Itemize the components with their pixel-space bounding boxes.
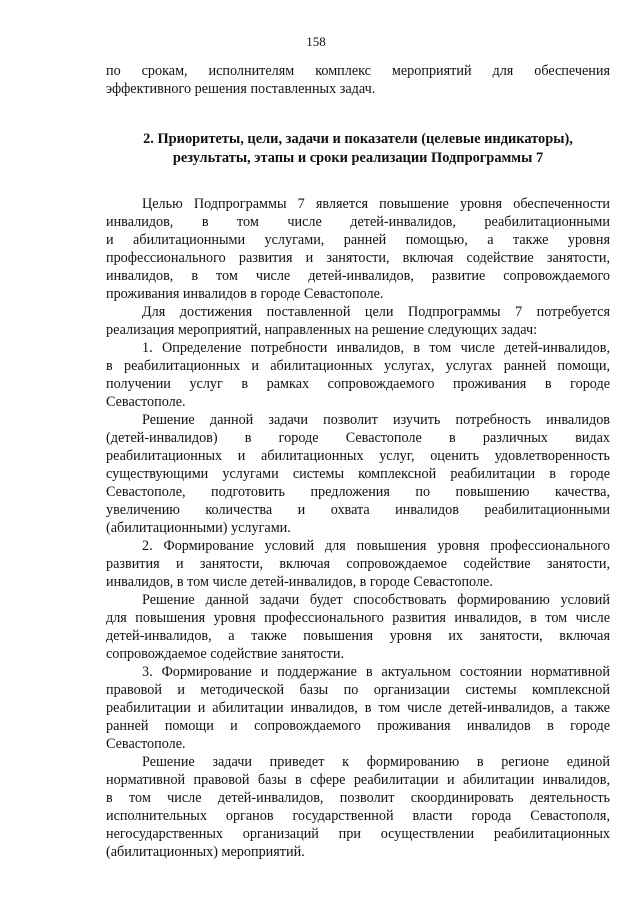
paragraph-task-2 [106,537,610,591]
text-line: Для достижения поставленной цели Подпрограммы 7 потребуется [142,304,610,320]
text-line: ранней помощи и сопровождаемого проживания инвалидов в городе [106,718,610,734]
section-heading [106,130,610,168]
text-line: сопровождаемое содействие занятости. [106,646,345,662]
text-line: 1. Определение потребности инвалидов, в том числе детей-инвалидов, [142,340,610,356]
text-line: профессионального развития и занятости, включая содействие занятости, [106,250,610,266]
text-line: развития и занятости, включая сопровождаемое содействие занятости, [106,556,610,572]
text-line: Целью Подпрограммы 7 является повышение уровня обеспеченности [142,196,610,212]
text-line: Севастополе, подготовить предложения по повышению качества, [106,484,610,500]
heading-line: 2. Приоритеты, цели, задачи и показатели (целевые индикаторы), [143,131,573,147]
text-line: получении услуг в рамках сопровождаемого проживания в городе [106,376,610,392]
text-line: по срокам, исполнителям комплекс мероприятий для обеспечения [106,63,610,79]
paragraph-task-2-solution [106,591,610,663]
text-line: Решение данной задачи будет способствовать формированию условий [142,592,610,608]
text-line: негосударственных организаций при осуществлении реабилитационных [106,826,610,842]
text-line: Севастополе. [106,394,186,410]
text-line: инвалидов, в том числе детей-инвалидов, в городе Севастополе. [106,574,493,590]
paragraph-task-1-solution [106,411,610,537]
text-line: реабилитационных и абилитационных услуг, оценить удовлетворенность [106,448,610,464]
intro-paragraph [106,62,610,98]
text-line: Решение задачи приведет к формированию в регионе единой [142,754,610,770]
text-line: для повышения уровня профессионального развития инвалидов, в том числе [106,610,610,626]
text-line: увеличению количества и охвата инвалидов реабилитационными [106,502,610,518]
text-line: в том числе детей-инвалидов, позволит скоординировать деятельность [106,790,610,806]
text-line: Севастополе. [106,736,186,752]
text-line: 2. Формирование условий для повышения уровня профессионального [142,538,610,554]
text-line: детей-инвалидов, а также повышения уровня их занятости, включая [106,628,610,644]
text-line: 3. Формирование и поддержание в актуальном состоянии нормативной [142,664,610,680]
paragraph-goal [106,195,610,303]
text-line: (абилитационными) услугами. [106,520,291,536]
text-line: инвалидов, в том числе детей-инвалидов, реабилитационными [106,214,610,230]
text-line: исполнительных органов государственной власти города Севастополя, [106,808,610,824]
text-line: проживания инвалидов в городе Севастополе. [106,286,384,302]
text-line: нормативной правовой базы в сфере реабилитации и абилитации инвалидов, [106,772,610,788]
paragraph-task-1 [106,339,610,411]
paragraph-tasks-intro [106,303,610,339]
text-line: инвалидов, в том числе детей-инвалидов, развитие сопровождаемого [106,268,610,284]
text-line: правовой и методической базы по организации системы комплексной [106,682,610,698]
paragraph-task-3-solution [106,753,610,861]
text-line: реабилитации и абилитации инвалидов, в том числе детей-инвалидов, а также [106,700,610,716]
text-line: (абилитационных) мероприятий. [106,844,305,860]
page-number: 158 [306,34,326,49]
text-line: реализация мероприятий, направленных на решение следующих задач: [106,322,538,338]
heading-line: результаты, этапы и сроки реализации Подпрограммы 7 [172,150,544,166]
paragraph-task-3 [106,663,610,753]
document-body [106,62,610,861]
text-line: существующими услугами системы комплексной реабилитации в городе [106,466,610,482]
text-line: в реабилитационных и абилитационных услугах, услугах ранней помощи, [106,358,610,374]
text-line: Решение данной задачи позволит изучить потребность инвалидов [142,412,610,428]
text-line: и абилитационными услугами, ранней помощью, а также уровня [106,232,610,248]
text-line: эффективного решения поставленных задач. [106,81,376,97]
text-line: (детей-инвалидов) в городе Севастополе в различных видах [106,430,610,446]
